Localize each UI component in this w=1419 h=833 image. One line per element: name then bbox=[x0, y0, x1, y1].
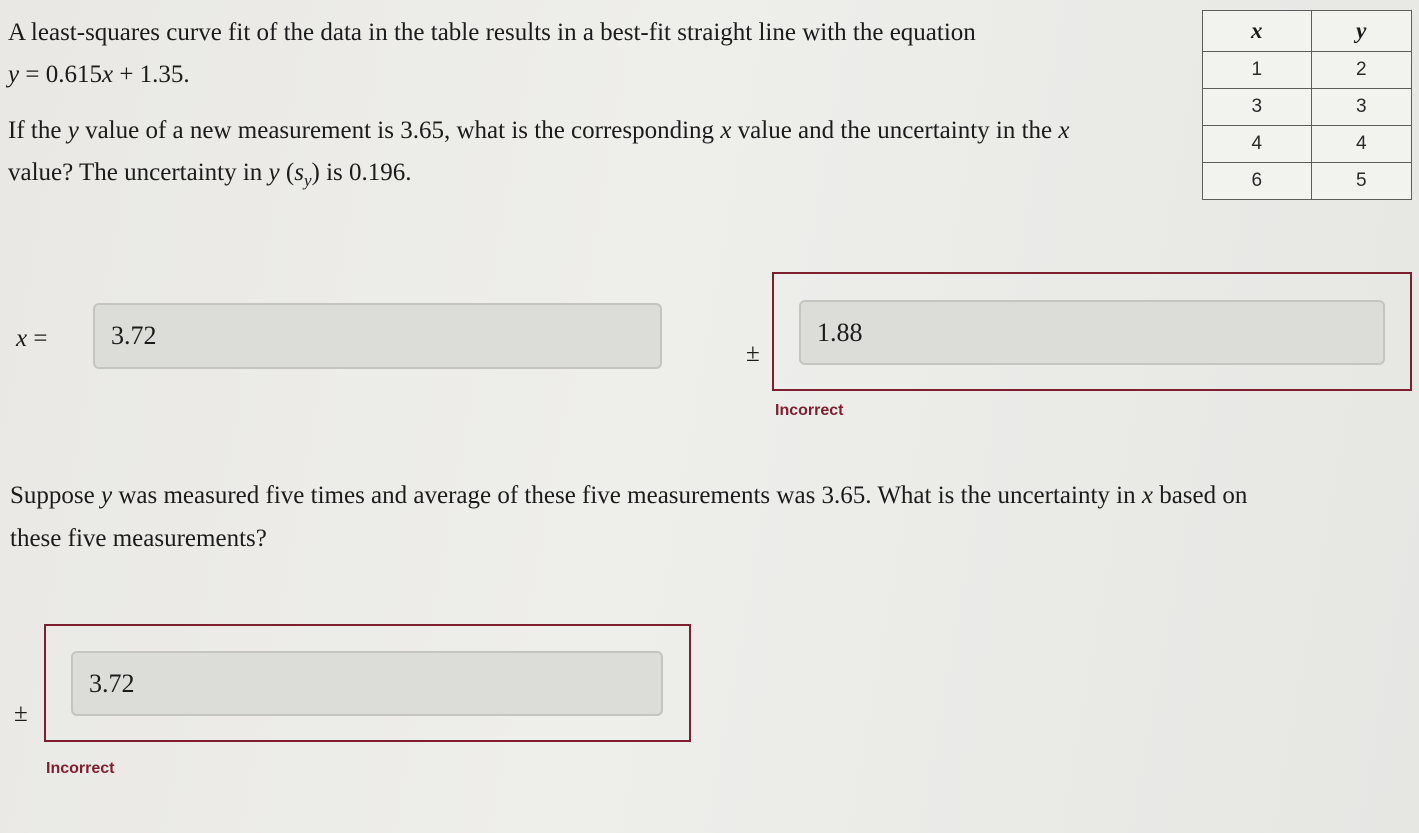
x-label-equals: = bbox=[27, 325, 48, 352]
equation-slope: = 0.615 bbox=[19, 61, 102, 88]
question-text: ( bbox=[279, 159, 295, 186]
table-row bbox=[1203, 89, 1412, 126]
table-cell: 3 bbox=[1311, 89, 1412, 126]
x-value-input[interactable]: 3.72 bbox=[93, 303, 662, 369]
table-cell: 3 bbox=[1203, 89, 1312, 126]
part2-question-line-1 bbox=[10, 475, 1247, 516]
question-text: ) is 0.196. bbox=[311, 159, 412, 186]
x-answer-label bbox=[16, 325, 47, 353]
plus-minus-symbol: ± bbox=[746, 340, 760, 367]
question-text: value? The uncertainty in bbox=[8, 159, 269, 186]
table-cell: 4 bbox=[1203, 126, 1312, 163]
plus-minus-symbol: ± bbox=[14, 700, 28, 727]
table-row bbox=[1203, 52, 1412, 89]
question-var: x bbox=[1141, 482, 1153, 509]
question-text: value and the uncertainty in the bbox=[731, 117, 1059, 144]
question-text: Suppose bbox=[10, 482, 101, 509]
x-label-var: x bbox=[16, 325, 28, 352]
equation-intercept: + 1.35. bbox=[113, 61, 190, 88]
question-text: value of a new measurement is 3.65, what is the corresponding bbox=[78, 117, 721, 144]
problem-intro bbox=[8, 12, 976, 53]
intro-text: A least-squares curve fit of the data in the table results in a best-fit straight line with the equation bbox=[8, 19, 976, 46]
incorrect-feedback: Incorrect bbox=[775, 402, 844, 419]
incorrect-feedback: Incorrect bbox=[46, 760, 115, 777]
table-cell: 5 bbox=[1311, 163, 1412, 200]
table-cell: 4 bbox=[1311, 126, 1412, 163]
question-var: x bbox=[720, 117, 732, 144]
table-cell: 6 bbox=[1203, 163, 1312, 200]
x-uncertainty-input[interactable]: 1.88 bbox=[799, 300, 1385, 365]
table-cell: 2 bbox=[1311, 52, 1412, 89]
equation-y: y bbox=[8, 61, 20, 88]
table-row bbox=[1203, 163, 1412, 200]
column-header-x: x bbox=[1203, 11, 1312, 52]
question-var: y bbox=[100, 482, 113, 509]
data-table bbox=[1202, 10, 1412, 200]
question-text: these five measurements? bbox=[10, 525, 267, 552]
question-var: s bbox=[294, 159, 304, 186]
table-header-row bbox=[1203, 11, 1412, 52]
question-text: If the bbox=[8, 117, 68, 144]
question-line-2 bbox=[8, 152, 412, 201]
question-subscript: y bbox=[303, 171, 312, 190]
question-var: x bbox=[1058, 117, 1070, 144]
part2-question-line-2 bbox=[10, 518, 267, 559]
equation-x: x bbox=[101, 61, 114, 88]
question-var: y bbox=[268, 159, 280, 186]
question-text: was measured five times and average of these five measurements was 3.65. What is the uncertainty in bbox=[112, 482, 1142, 509]
x-uncertainty-five-measurements-input[interactable]: 3.72 bbox=[71, 651, 663, 716]
question-line-1 bbox=[8, 110, 1070, 151]
question-var: y bbox=[67, 117, 79, 144]
best-fit-equation bbox=[8, 54, 190, 95]
table-cell: 1 bbox=[1203, 52, 1312, 89]
column-header-y: y bbox=[1311, 11, 1412, 52]
table-row bbox=[1203, 126, 1412, 163]
question-text: based on bbox=[1152, 482, 1248, 509]
